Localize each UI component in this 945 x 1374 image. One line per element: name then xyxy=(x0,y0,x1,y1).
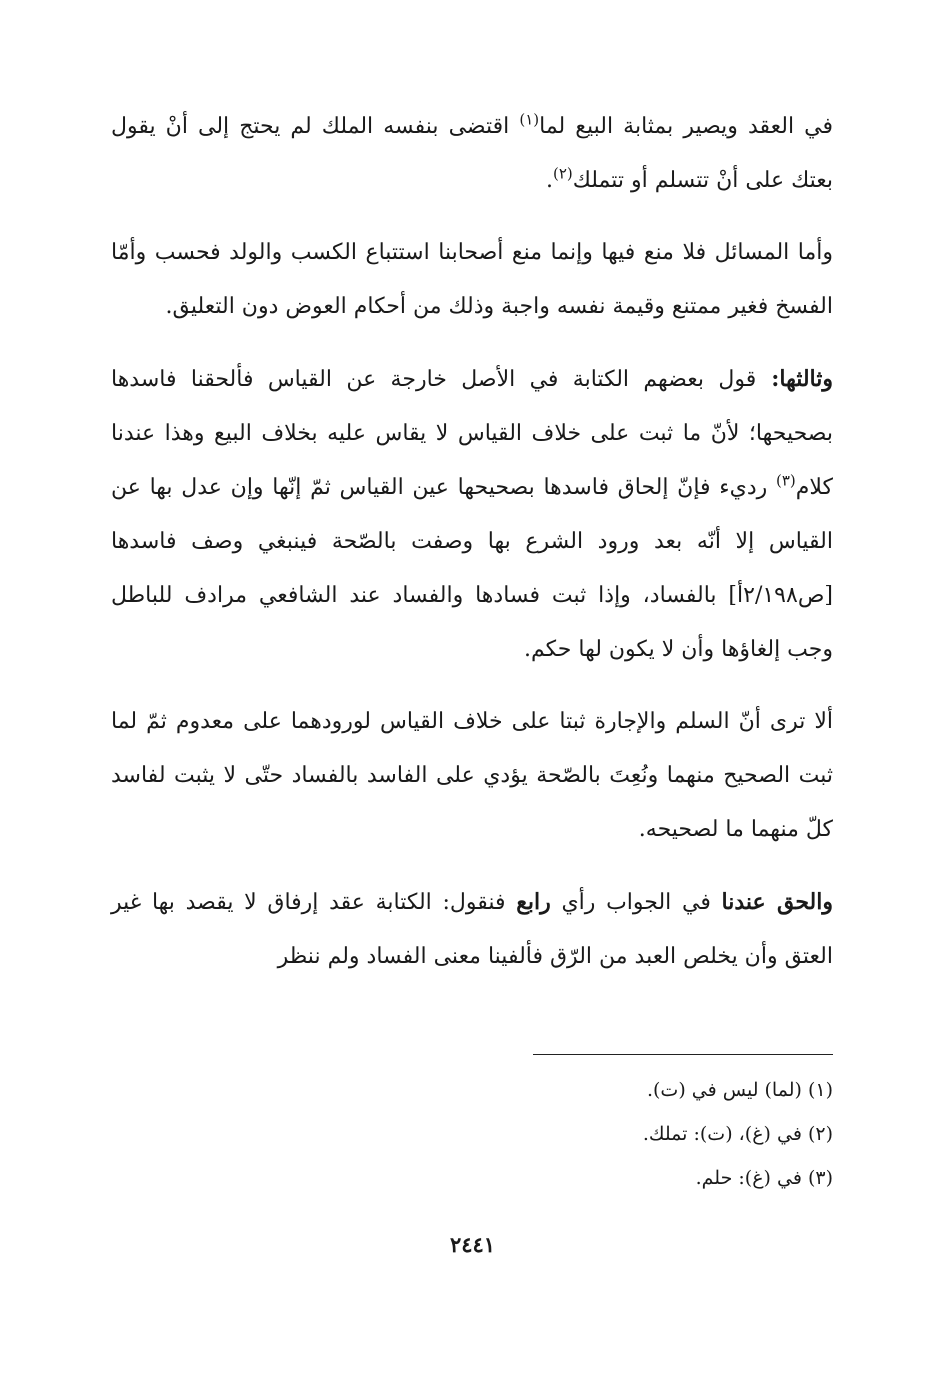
footnote-2: (٢) في (غ)، (ت): تملك. xyxy=(642,1123,833,1145)
paragraph-5-heading: والحق عندنا xyxy=(721,889,833,915)
page-number: ٢٤٤١ xyxy=(449,1232,496,1257)
footnote-marker-1: (١) xyxy=(519,110,540,129)
paragraph-1-text-c: . xyxy=(545,168,553,193)
paragraph-3 xyxy=(111,352,833,677)
paragraph-3-heading: وثالثها: xyxy=(756,366,834,392)
footnote-separator xyxy=(533,1054,833,1055)
paragraph-3-text-b: رديء فإنّ إلحاق فاسدها بصحيحها عين القياس ثمّ إنّها وإن عدل بها عن القياس إلا أنّه بعد ورود الشرع بها وصفت بالصّحة فينبغي وصف فاسدها [ص٢/١٩٨أ] بالفساد، وإذا ثبت فسادها والفساد عند الشافعي مرادف للباطل وجب إلغاؤها وأن لا يكون لها حكم. xyxy=(111,475,833,662)
paragraph-5-emphasis: رابع xyxy=(516,889,551,915)
paragraph-3-text-a: قول بعضهم الكتابة في الأصل خارجة عن القياس فألحقنا فاسدها بصحيحها؛ لأنّ ما ثبت على خلاف القياس لا يقاس عليه بخلاف البيع وهذا عندنا كلام xyxy=(111,367,833,500)
footnote-marker-3: (٣) xyxy=(775,471,796,490)
paragraph-1-text-b: اقتضى بنفسه الملك لم يحتج إلى أنْ يقول بعتك على أنْ تتسلم أو تتملك xyxy=(111,114,833,193)
footnote-1: (١) (لما) ليس في (ت). xyxy=(646,1079,833,1101)
paragraph-2-text: وأما المسائل فلا منع فيها وإنما منع أصحابنا استتباع الكسب والولد فحسب وأمّا الفسخ فغير ممتنع وقيمة نفسه واجبة وذلك من أحكام العوض دون التعليق. xyxy=(111,240,833,319)
footnote-3: (٣) في (غ): حلم. xyxy=(695,1167,833,1189)
paragraph-1-text-a: في العقد ويصير بمثابة البيع لما xyxy=(539,114,833,139)
paragraph-5-text-b: فنقول: الكتابة عقد إرفاق لا يقصد بها غير العتق وأن يخلص العبد من الرّق فألفينا معنى الفساد ولم ننظر xyxy=(111,890,833,969)
paragraph-4 xyxy=(111,695,833,857)
paragraph-4-text: ألا ترى أنّ السلم والإجارة ثبتا على خلاف القياس لورودهما على معدوم ثمّ لما ثبت الصحيح منهما ونُعِتَ بالصّحة يؤدي على الفاسد بالفساد حتّى لا يثبت لفاسد كلّ منهما ما لصحيحه. xyxy=(111,709,833,842)
paragraph-5 xyxy=(111,875,833,984)
main-text xyxy=(111,100,833,984)
paragraph-2 xyxy=(111,226,833,334)
footnote-marker-2: (٢) xyxy=(552,164,573,183)
paragraph-5-text-a: في الجواب رأي xyxy=(550,890,722,915)
footnotes xyxy=(111,1068,833,1200)
paragraph-1 xyxy=(111,100,833,208)
